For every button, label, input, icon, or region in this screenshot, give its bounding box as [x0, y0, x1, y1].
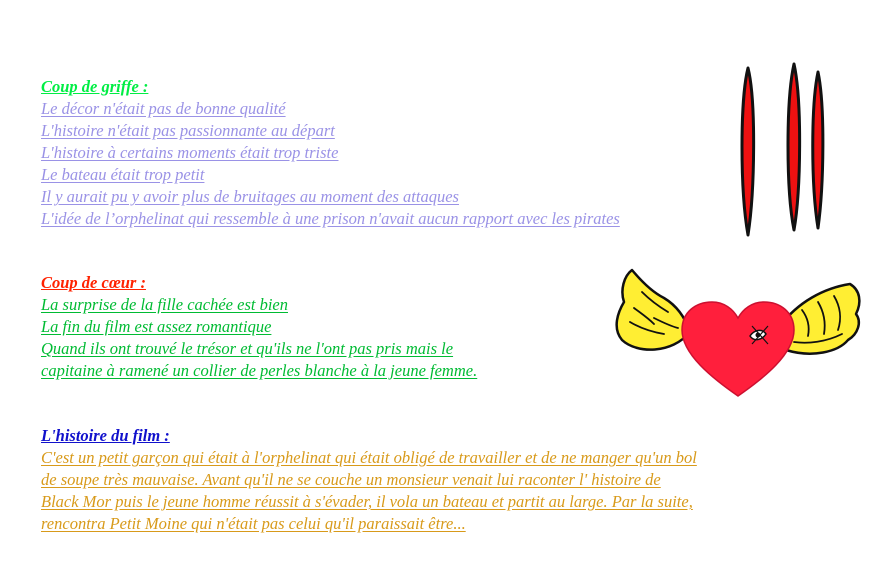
- histoire-line: C'est un petit garçon qui était à l'orphelinat qui était obligé de travailler et de ne manger qu'un bol: [41, 448, 697, 467]
- histoire-line: rencontra Petit Moine qui n'était pas celui qu'il paraissait être...: [41, 514, 466, 533]
- coeur-title: Coup de cœur :: [41, 273, 146, 292]
- histoire-section: [41, 425, 697, 535]
- griffe-section: [41, 76, 620, 230]
- coeur-item: capitaine à ramené un collier de perles blanche à la jeune femme.: [41, 361, 478, 380]
- coeur-item: La surprise de la fille cachée est bien: [41, 295, 288, 314]
- coeur-item: Quand ils ont trouvé le trésor et qu'ils ne l'ont pas pris mais le: [41, 339, 454, 358]
- claw-marks-icon: [728, 60, 838, 242]
- griffe-item: L'idée de l’orphelinat qui ressemble à une prison n'avait aucun rapport avec les pirates: [41, 209, 620, 228]
- coeur-item: La fin du film est assez romantique: [41, 317, 272, 336]
- winged-heart-icon: [612, 262, 864, 402]
- histoire-title: L'histoire du film :: [41, 426, 170, 445]
- griffe-item: Il y aurait pu y avoir plus de bruitages au moment des attaques: [41, 187, 459, 206]
- griffe-item: Le décor n'était pas de bonne qualité: [41, 99, 286, 118]
- griffe-title: Coup de griffe :: [41, 77, 149, 96]
- coeur-section: [41, 272, 477, 382]
- griffe-item: L'histoire n'était pas passionnante au départ: [41, 121, 335, 140]
- griffe-item: L'histoire à certains moments était trop triste: [41, 143, 339, 162]
- histoire-line: de soupe très mauvaise. Avant qu'il ne se couche un monsieur venait lui raconter l' histoire de: [41, 470, 661, 489]
- griffe-item: Le bateau était trop petit: [41, 165, 205, 184]
- histoire-line: Black Mor puis le jeune homme réussit à s'évader, il vola un bateau et partit au large. Par la suite,: [41, 492, 693, 511]
